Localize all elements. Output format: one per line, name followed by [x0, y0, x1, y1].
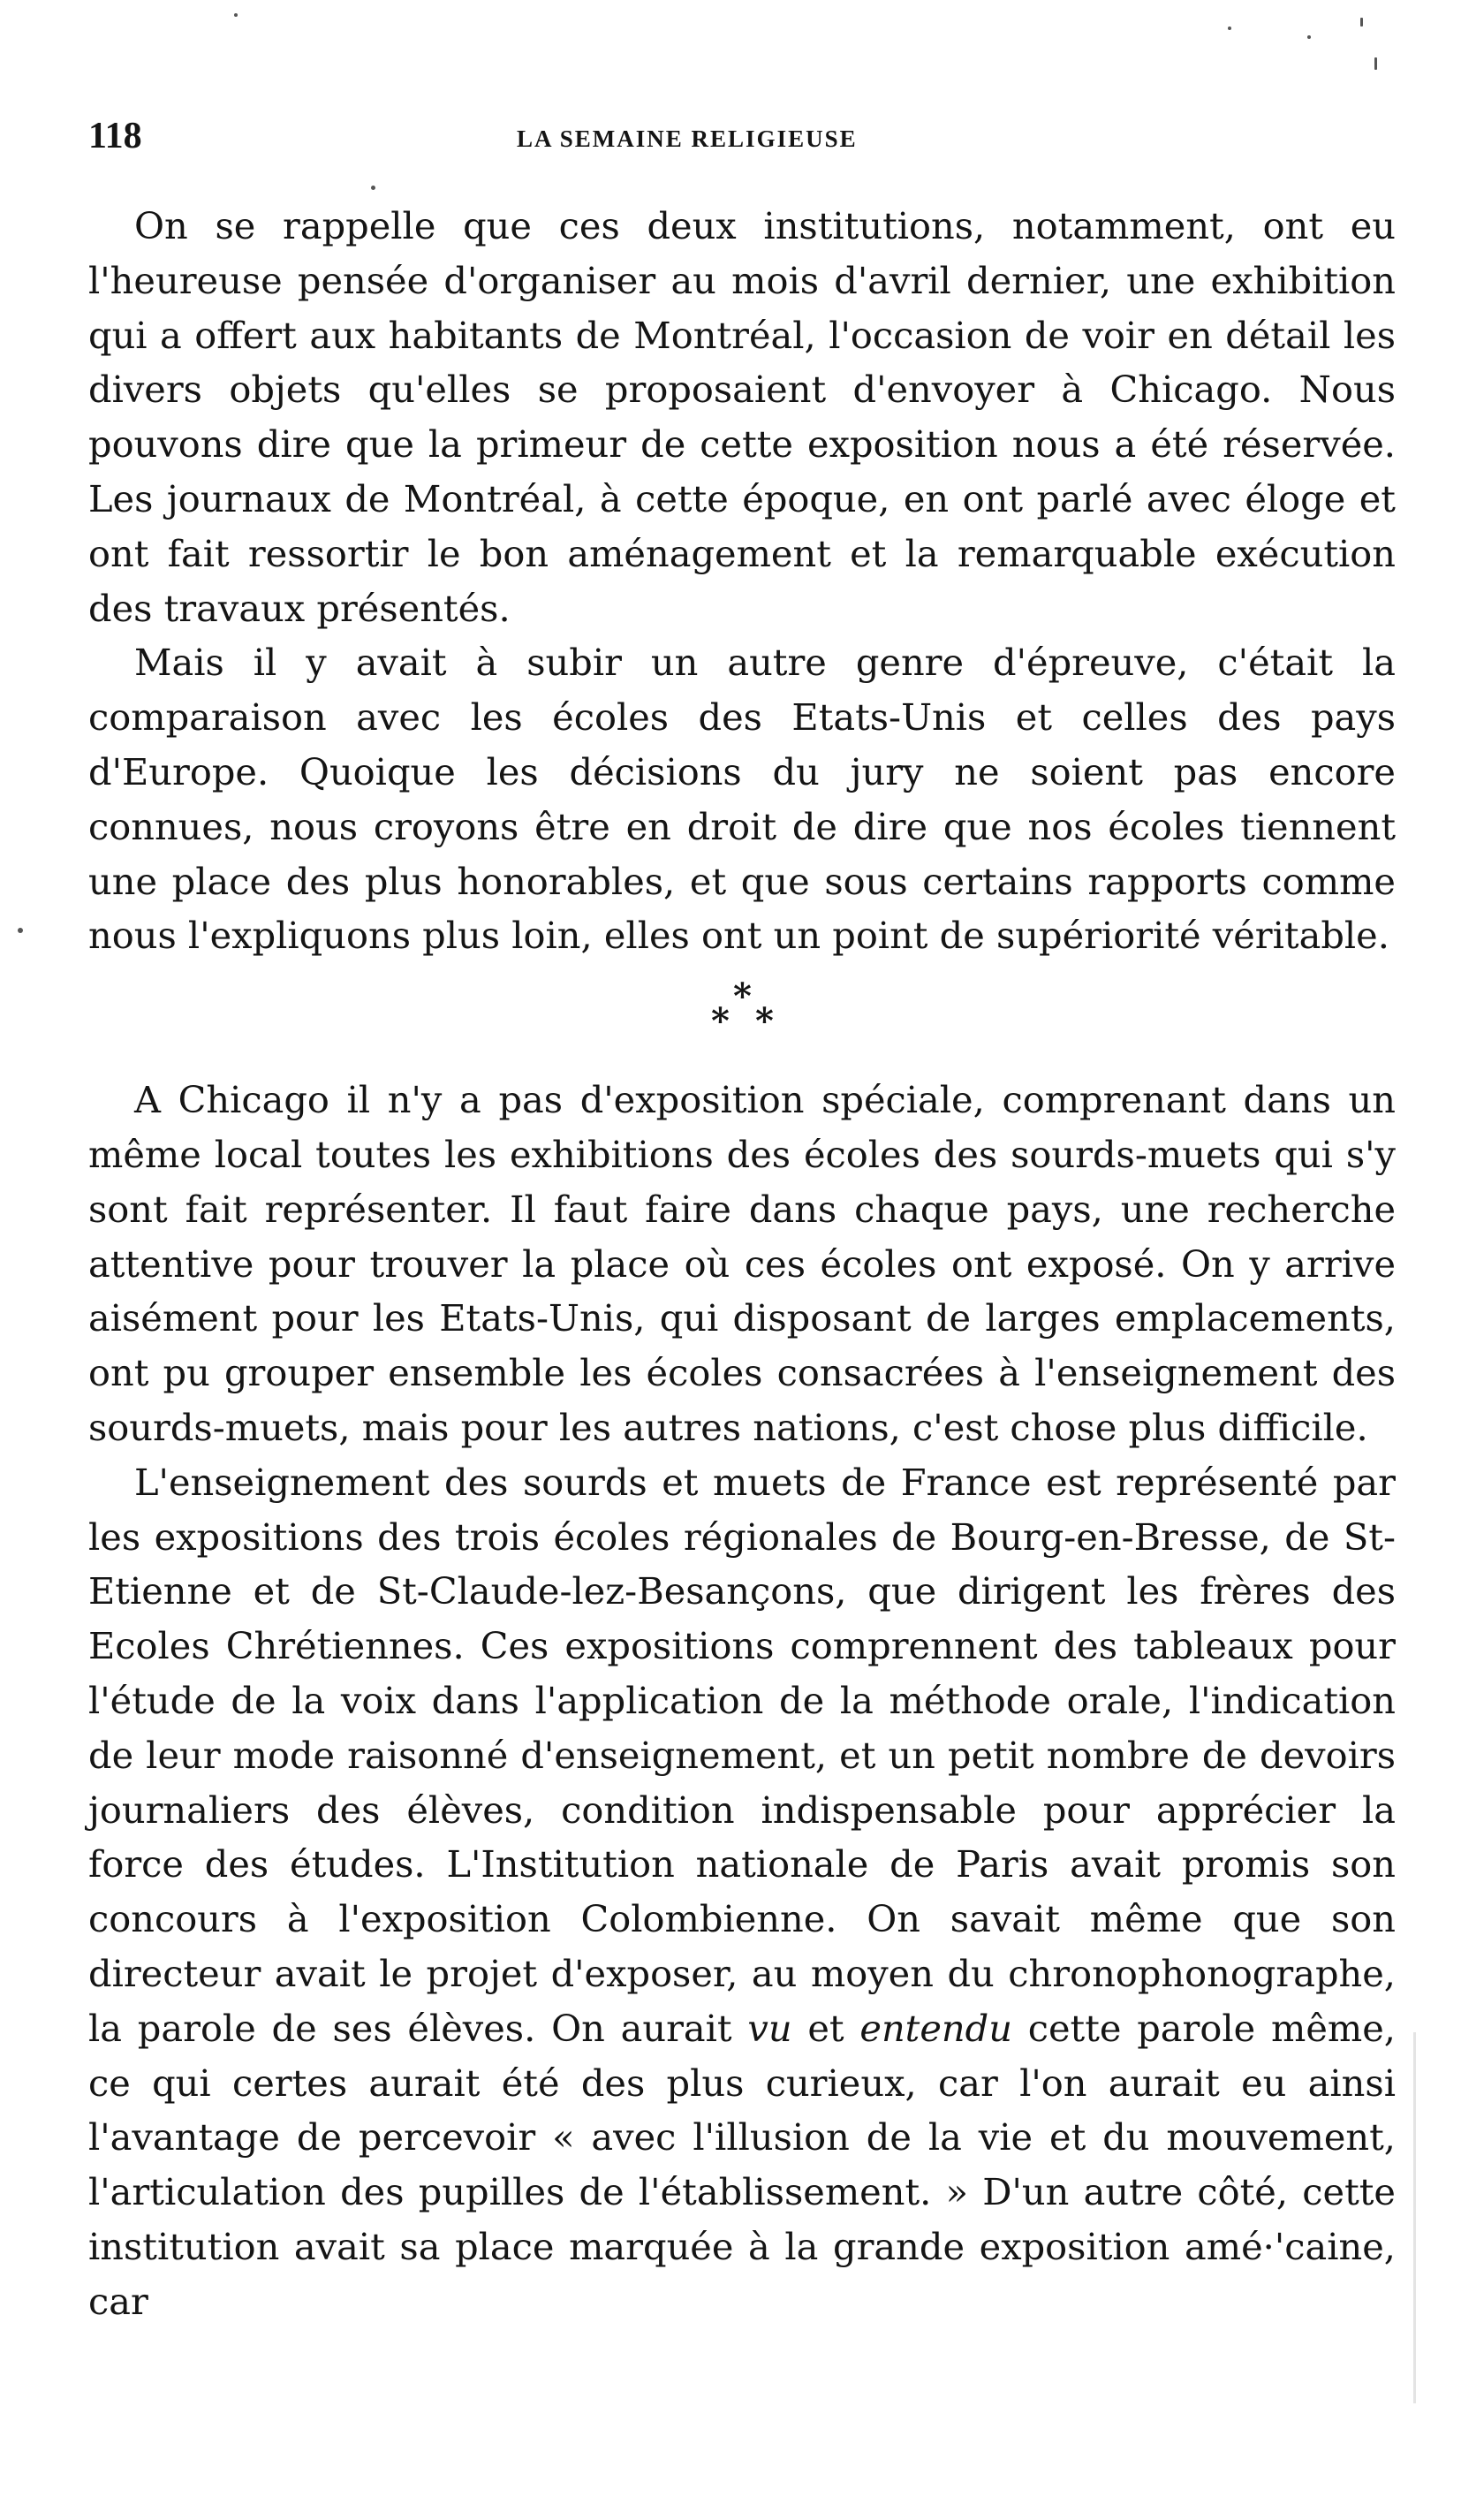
asterism-star-right: *	[755, 1000, 774, 1043]
speck	[1360, 18, 1363, 27]
paragraph-1: On se rappelle que ces deux institutions, notamment, ont eu l'heureuse pensée d'organiser au mois d'avril dernier, une exhibition qui a offert aux habitants de Montréal, l'occasion de voir en détail les divers objets qu'elles se proposaient d'envoyer à Chicago. Nous pouvons dire que la primeur de cette exposition nous a été réservée. Les journaux de Montréal, à cette époque, en ont parlé avec éloge et ont fait ressortir le bon aménagement et la remarquable exécution des travaux présentés.	[88, 204, 1396, 630]
scan-edge-shadow	[1413, 2032, 1416, 2403]
paragraph-4-text-b: et	[791, 2006, 860, 2050]
italic-vu: vu	[747, 2006, 792, 2050]
speck	[1307, 35, 1311, 39]
paragraph-4-text-c: cette parole même, ce qui certes aurait été des plus curieux, car l'on aurait eu ainsi l'avantage de percevoir « avec l'illusion de la vie et du mouvement, l'articulation des pupilles de l'établissement. » D'un autre côté, cette institution avait sa place marquée à la grande exposition amé·'caine, car	[88, 2006, 1396, 2323]
page-number: 118	[88, 116, 142, 156]
asterism-ornament	[707, 975, 786, 1050]
speck	[1374, 57, 1377, 70]
paragraph-4-text-a: L'enseignement des sourds et muets de France est représenté par les expositions des trois écoles régionales de Bourg-en-Bresse, de St-Etienne et de St-Claude-lez-Besançons, que dirigent les frères des Ecoles Chrétiennes. Ces expositions comprennent des tableaux pour l'étude de la voix dans l'application de la méthode orale, l'indication de leur mode raisonné d'enseignement, et un petit nombre de devoirs journaliers des élèves, condition indispensable pour apprécier la force des études. L'Institution nationale de Paris avait promis son concours à l'exposition Colombienne. On savait même que son directeur avait le projet d'exposer, au moyen du chronophonographe, la parole de ses élèves. On aurait	[88, 1460, 1396, 2050]
body-text	[88, 199, 1396, 2328]
speck	[234, 13, 238, 17]
speck	[371, 186, 375, 190]
page-header	[88, 115, 1404, 168]
paragraph-2: Mais il y avait à subir un autre genre d'épreuve, c'était la comparaison avec les écoles des Etats-Unis et celles des pays d'Europe. Quoique les décisions du jury ne soient pas encore connues, nous croyons être en droit de dire que nos écoles tiennent une place des plus honorables, et que sous certains rapports comme nous l'expliquons plus loin, elles ont un point de supériorité véritable.	[88, 641, 1396, 958]
italic-entendu: entendu	[859, 2006, 1012, 2050]
section-separator	[88, 963, 1396, 1073]
paragraph-4	[88, 1455, 1396, 2329]
speck	[18, 928, 23, 933]
asterism-star-top: *	[733, 975, 752, 1018]
asterism-star-left: *	[711, 1000, 730, 1043]
paragraph-3: A Chicago il n'y a pas d'exposition spéciale, comprenant dans un même local toutes les exhibitions des écoles des sourds-muets qui s'y sont fait représenter. Il faut faire dans chaque pays, une recherche attentive pour trouver la place où ces écoles ont exposé. On y arrive aisément pour les Etats-Unis, qui disposant de larges emplacements, ont pu grouper ensemble les écoles consacrées à l'enseignement des sourds-muets, mais pour les autres nations, c'est chose plus difficile.	[88, 1078, 1396, 1449]
running-head: LA SEMAINE RELIGIEUSE	[517, 125, 858, 152]
speck	[1228, 27, 1231, 30]
